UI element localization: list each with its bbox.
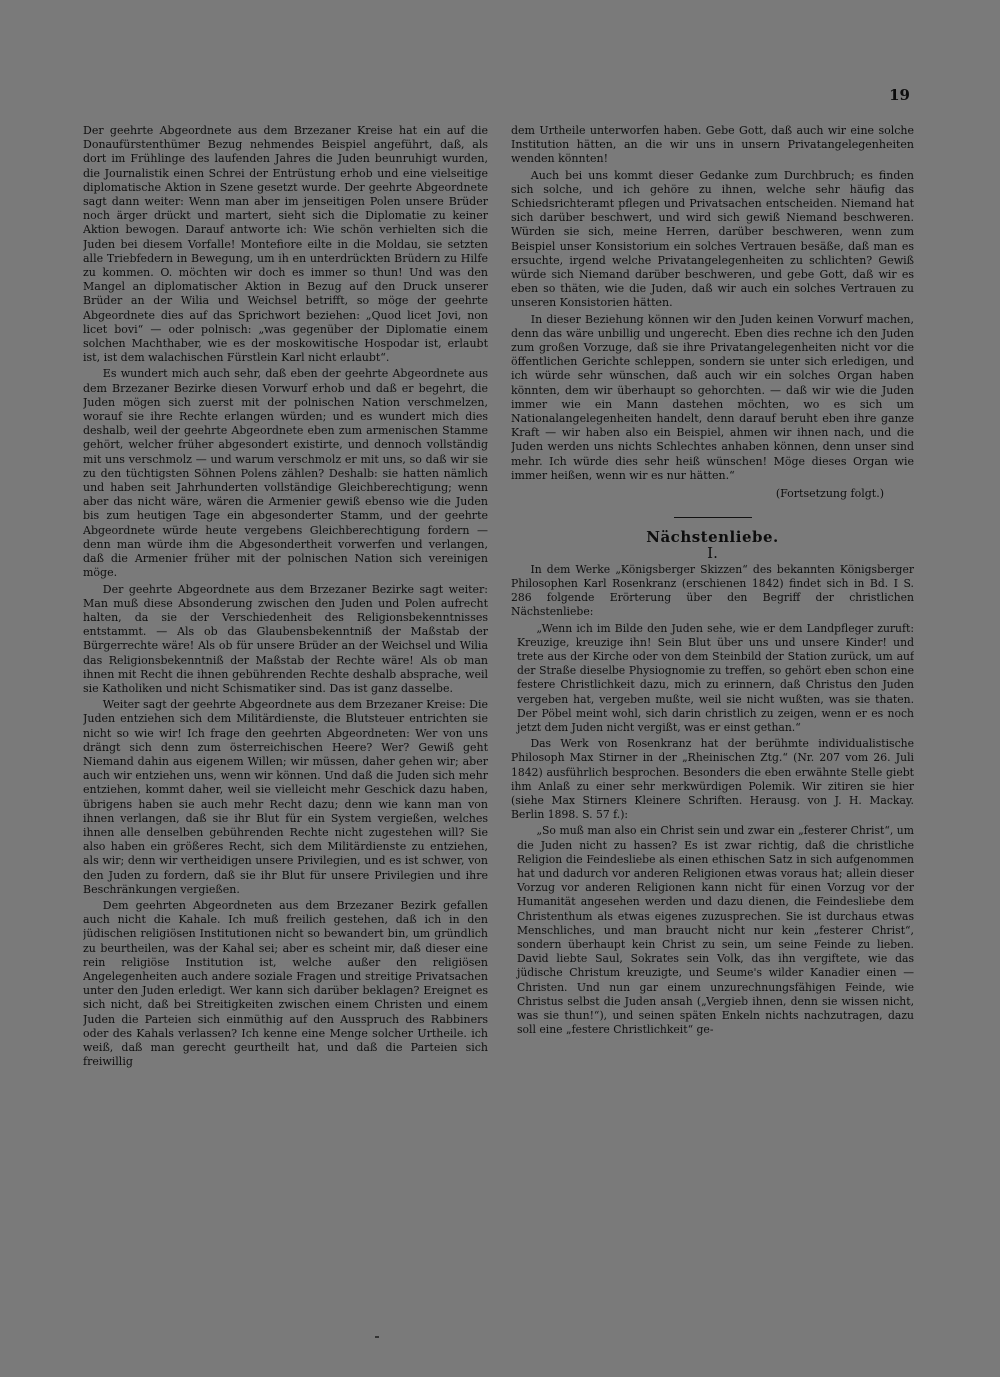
paragraph: Der geehrte Abgeordnete aus dem Brzezaner Kreise hat ein auf die Donaufürstenthümer Bezug nehmendes Beispiel angeführt, daß, als dort im Frühlinge des laufenden Jahres die Juden beunruhigt wurden, die Journalistik einen Schrei der Entrüstung erhob und eine vielseitige diplomatische Aktion in Szene gesetzt wurde. Der geehrte Abgeordnete sagt dann weiter: Wenn man aber im jenseitigen Polen unsere Brüder noch ärger drückt und martert, sieht sich die Diplomatie zu keiner Aktion bewogen. Darauf antworte ich: Wie schön verhielten sich die Juden bei diesem Vorfalle! Montefiore eilte in die Moldau, sie setzten alle Triebfedern in Bewegung, um ih en unterdrückten Brüdern zu Hilfe zu kommen. O. möchten wir doch es immer so thun! Und was den Mangel an diplomatischer Aktion in Bezug auf den Druck unserer Brüder an der Wilia und Weichsel betrifft, so möge der geehrte Abgeordnete dies auf das Sprichwort beziehen: „Quod licet Jovi, non licet bovi“ — oder polnisch: „was gegenüber der Diplomatie einem solchen Machthaber, wie es der moskowitische Hospodar ist, erlaubt ist, ist dem walachischen Fürstlein Karl nicht erlaubt“. [83,124,488,365]
section-intro: In dem Werke „Königsberger Skizzen“ des bekannten Königsberger Philosophen Karl Rosenkranz (erschienen 1842) findet sich in Bd. I S. 286 folgende Erörterung über den Begriff der christlichen Nächstenliebe: [511,562,914,619]
right-column [511,124,914,1324]
section-divider [674,517,752,518]
paragraph: Es wundert mich auch sehr, daß eben der geehrte Abgeordnete aus dem Brzezaner Bezirke diesen Vorwurf erhob und daß er begehrt, die Juden mögen sich zuerst mit der polnischen Nation verschmelzen, worauf sie ihre Rechte erlangen würden; und es wundert mich dies deshalb, weil der geehrte Abgeordnete eben zum armenischen Stamme gehört, welcher früher abgesondert existirte, und dennoch vollständig mit uns verschmolz — und warum verschmolz er mit uns, so daß wir sie zu den tüchtigsten Söhnen Polens zählen? Deshalb: sie hatten nämlich und haben seit Jahrhunderten vollständige Gleichberechtigung; wenn aber das nicht wäre, wären die Armenier gewiß ebenso wie die Juden bis zum heutigen Tage ein abgesonderter Stamm, und der geehrte Abgeordnete würde heute vergebens Gleichberechtigung fordern — denn man würde ihm die Abgesondertheit vorwerfen und verlangen, daß die Armenier früher mit der polnischen Nation sich vereinigen möge. [83,367,488,580]
block-quote: „So muß man also ein Christ sein und zwar ein „festerer Christ“, um die Juden nicht zu hassen? Es ist zwar richtig, daß die christliche Religion die Feindesliebe als einen ethischen Satz in sich aufgenommen hat und dadurch vor anderen Religionen etwas voraus hat; allein dieser Vorzug vor anderen Religionen kann nicht für einen Vorzug vor der Humanität angesehen werden und dazu dienen, die Feindesliebe dem Christenthum als etwas eigenes zuzusprechen. Sie ist durchaus etwas Menschliches, und man braucht nicht nur kein „festerer Christ“, sondern überhaupt kein Christ zu sein, um seine Feinde zu lieben. David liebte Saul, Sokrates sein Volk, das ihn vergiftete, wie das jüdische Christum kreuzigte, und Seume's wilder Kanadier einen — Christen. Und nun gar einem unzurechnungsfähigen Feinde, wie Christus selbst die Juden ansah („Vergieb ihnen, denn sie wissen nicht, was sie thun!“), und seinen späten Enkeln nichts nachzutragen, dazu soll eine „festere Christlichkeit“ ge- [517,824,914,1037]
paragraph: Das Werk von Rosenkranz hat der berühmte individualistische Philosoph Max Stirner in der „Rheinischen Ztg.“ (Nr. 207 vom 26. Juli 1842) ausführlich besprochen. Besonders die eben erwähnte Stelle giebt ihm Anlaß zu einer sehr merkwürdigen Polemik. Wir zitiren sie hier (siehe Max Stirners Kleinere Schriften. Herausg. von J. H. Mackay. Berlin 1898. S. 57 f.): [511,737,914,822]
block-quote: „Wenn ich im Bilde den Juden sehe, wie er dem Landpfleger zuruft: Kreuzige, kreuzige ihn! Sein Blut über uns und unsere Kinder! und trete aus der Kirche oder von dem Steinbild der Station zurück, um auf der Straße dieselbe Physiognomie zu treffen, so gehört eben schon eine festere Christlichkeit dazu, mich zu erinnern, daß Christus den Juden vergeben hat, vergeben mußte, weil sie nicht wußten, was sie thaten. Der Pöbel meint wohl, sich darin christlich zu zeigen, wenn er es noch jetzt dem Juden nicht vergißt, was er einst gethan.“ [517,621,914,734]
left-column [83,124,488,1294]
section-numeral: I. [707,544,718,563]
paragraph: Der geehrte Abgeordnete aus dem Brzezaner Bezirke sagt weiter: Man muß diese Absonderung zwischen den Juden und Polen aufrecht halten, da sie der Verschiedenheit des Religionsbekenntnisses entstammt. — Als ob das Glaubensbekenntniß der Maßstab der Bürgerrechte wäre! Als ob für unsere Brüder an der Weichsel und Wilia das Religionsbekenntniß der Maßstab der Rechte wäre! Als ob man ihnen mit Recht die ihnen gebührenden Rechte deshalb absprache, weil sie Katholiken und nicht Schismatiker sind. Das ist ganz dasselbe. [83,582,488,695]
paragraph: Weiter sagt der geehrte Abgeordnete aus dem Brzezaner Kreise: Die Juden entziehen sich dem Militärdienste, die Blutsteuer entrichten sie nicht so wie wir! Ich frage den geehrten Abgeordneten: Wer von uns drängt sich denn zum österreichischen Heere? Wer? Gewiß geht Niemand dahin aus eigenem Willen; wir müssen, daher gehen wir; aber auch wir entziehen uns, wenn wir können. Und daß die Juden sich mehr entziehen, kommt daher, weil sie vielleicht mehr Geschick dazu haben, übrigens haben sie auch mehr Recht dazu; denn wie kann man von ihnen verlangen, daß sie ihr Blut für ein System vergießen, welches ihnen alle denselben gebührenden Rechte nicht zugestehen will? Sie also haben ein größeres Recht, sich dem Militärdienste zu entziehen, als wir; denn wir vertheidigen unsere Privilegien, und es ist schwer, von den Juden zu fordern, daß sie ihr Blut für unsere Privilegien und ihre Beschränkungen vergießen. [83,698,488,896]
section-title: Nächstenliebe. [646,528,779,547]
continuation-note: (Fortsetzung folgt.) [775,487,884,501]
paragraph: dem Urtheile unterworfen haben. Gebe Gott, daß auch wir eine solche Institution hätten, an die wir uns in unsern Privatangelegenheiten wenden könnten! [511,124,914,166]
printer-mark [375,1336,379,1338]
paragraph: Dem geehrten Abgeordneten aus dem Brzezaner Bezirk gefallen auch nicht die Kahale. Ich muß freilich gestehen, daß ich in den jüdischen religiösen Institutionen nicht so bewandert bin, um gründlich zu beurtheilen, was der Kahal sei; aber es scheint mir, daß dieser eine rein religiöse Institution ist, welche außer den religiösen Angelegenheiten auch andere soziale Fragen und streitige Privatsachen unter den Juden erledigt. Wer kann sich darüber beklagen? Ereignet es sich nicht, daß bei Streitigkeiten zwischen einem Christen und einem Juden die Parteien sich einmüthig auf den Ausspruch des Rabbiners oder des Kahals verlassen? Ich kenne eine Menge solcher Urtheile. ich weiß, daß man gerecht geurtheilt hat, und daß die Parteien sich freiwillig [83,898,488,1069]
page-number: 19 [889,86,910,104]
paragraph: Auch bei uns kommt dieser Gedanke zum Durchbruch; es finden sich solche, und ich gehöre zu ihnen, welche sehr häufig das Schiedsrichteramt pflegen und Privatsachen entscheiden. Niemand hat sich darüber beschwert, und wird sich gewiß Niemand beschweren. Würden sie sich, meine Herren, darüber beschweren, wenn zum Beispiel unser Konsistorium ein solches Vertrauen besäße, daß man es ersuchte, irgend welche Privatangelegenheiten zu schlichten? Gewiß würde sich Niemand darüber beschweren, und gebe Gott, daß wir es eben so thäten, wie die Juden, daß wir auch ein solches Vertrauen zu unseren Konsistorien hätten. [511,168,914,310]
paragraph: In dieser Beziehung können wir den Juden keinen Vorwurf machen, denn das wäre unbillig und ungerecht. Eben dies rechne ich den Juden zum großen Vorzuge, daß sie ihre Privatangelegenheiten nicht vor die öffentlichen Gerichte schleppen, sondern sie unter sich erledigen, und ich würde sehr wünschen, daß auch wir ein solches Organ haben könnten, dem wir überhaupt so gehorchten. — daß wir wie die Juden immer wie ein Mann dastehen möchten, wo es sich um Nationalangelegenheiten handelt, denn darauf beruht eben ihre ganze Kraft — wir haben also ein Beispiel, ahmen wir ihnen nach, und die Juden werden uns nichts Schlechtes anhaben können, denn unser sind mehr. Ich würde dies sehr heiß wünschen! Möge dieses Organ wie immer heißen, wenn wir es nur hätten.“ [511,312,914,482]
